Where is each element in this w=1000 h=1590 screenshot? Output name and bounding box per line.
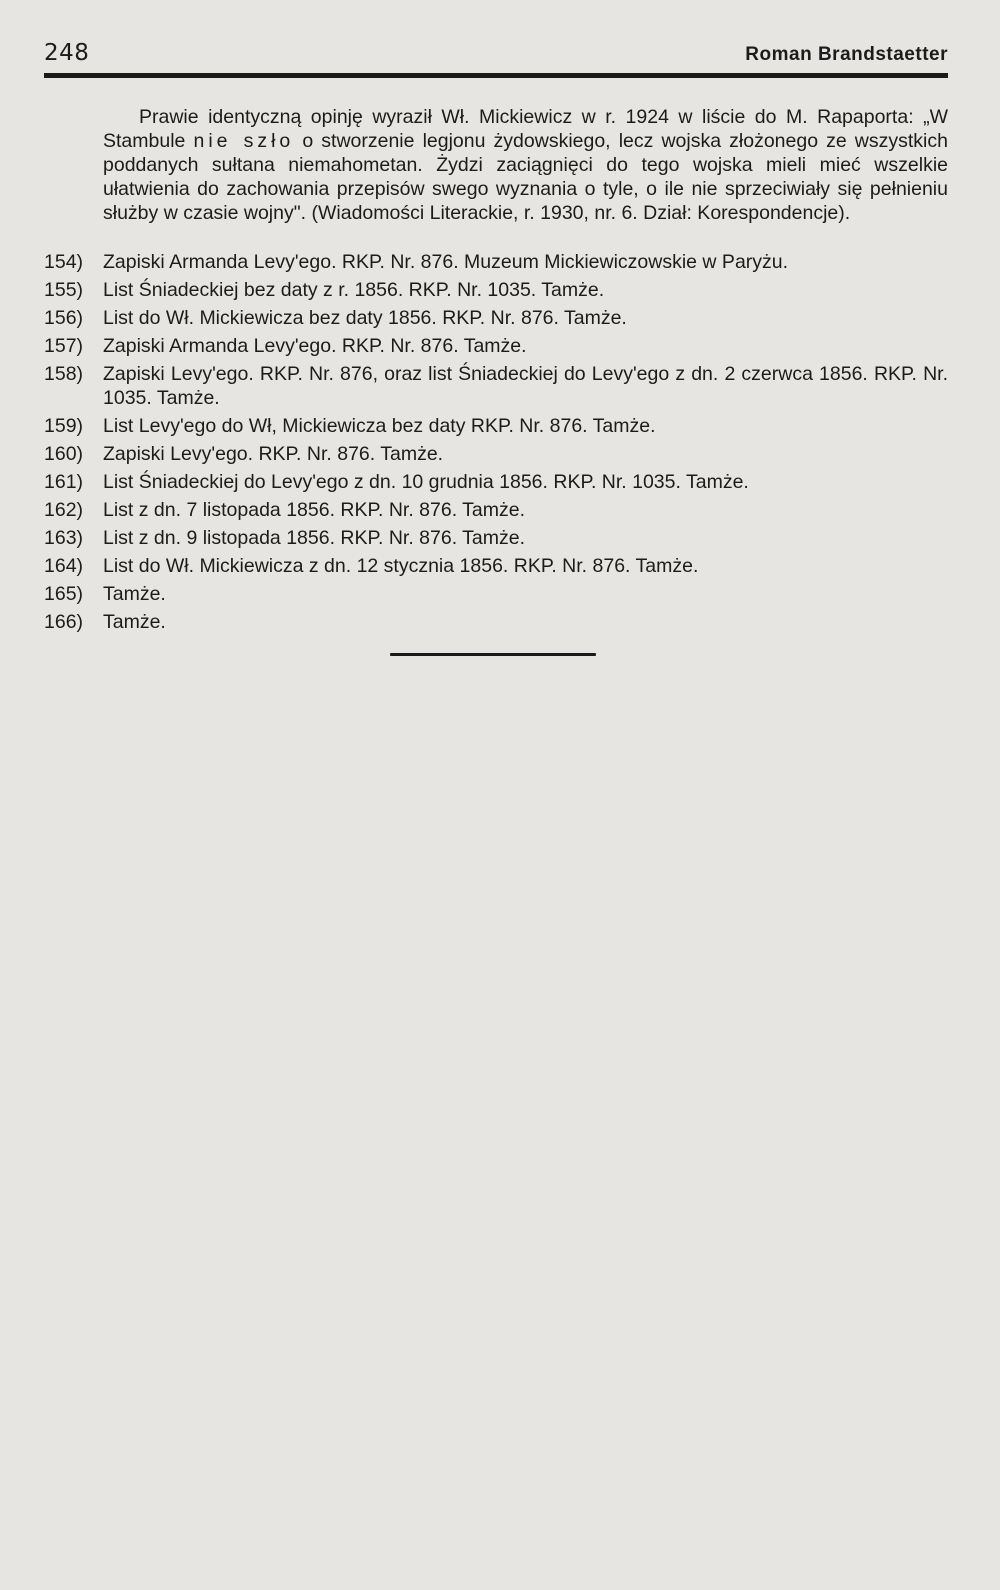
footnote-number: 155) bbox=[44, 279, 84, 301]
footnote-number: 163) bbox=[44, 527, 84, 549]
footnote-number: 164) bbox=[44, 555, 84, 577]
footnote-number: 157) bbox=[44, 335, 84, 357]
footnote-text: List Śniadeckiej do Levy'ego z dn. 10 grudnia 1856. RKP. Nr. 1035. Tamże. bbox=[103, 471, 749, 493]
page-header bbox=[44, 40, 948, 74]
footnote-text: List do Wł. Mickiewicza bez daty 1856. RKP. Nr. 876. Tamże. bbox=[103, 307, 627, 329]
spaced-emphasis: nie szło bbox=[193, 130, 295, 152]
footnote-continuation bbox=[103, 105, 948, 225]
footnote-162 bbox=[44, 498, 948, 522]
footnote-text: Zapiski Armanda Levy'ego. RKP. Nr. 876. Muzeum Mickiewiczowskie w Paryżu. bbox=[103, 251, 789, 273]
footnote-164 bbox=[44, 554, 948, 578]
footnote-number: 160) bbox=[44, 443, 84, 465]
section-end-rule bbox=[390, 653, 596, 656]
footnote-163 bbox=[44, 526, 948, 550]
footnote-155 bbox=[44, 278, 948, 302]
footnote-166 bbox=[44, 610, 948, 634]
footnote-157 bbox=[44, 334, 948, 358]
footnote-159 bbox=[44, 414, 948, 438]
footnote-text: List Śniadeckiej bez daty z r. 1856. RKP. Nr. 1035. Tamże. bbox=[103, 279, 605, 301]
footnote-text: Zapiski Levy'ego. RKP. Nr. 876. Tamże. bbox=[103, 443, 444, 465]
footnote-text: List Levy'ego do Wł, Mickiewicza bez daty RKP. Nr. 876. Tamże. bbox=[103, 415, 656, 437]
footnote-text: List do Wł. Mickiewicza z dn. 12 stycznia 1856. RKP. Nr. 876. Tamże. bbox=[103, 555, 699, 577]
footnote-number: 156) bbox=[44, 307, 84, 329]
footnote-158 bbox=[44, 362, 948, 410]
footnote-160 bbox=[44, 442, 948, 466]
footnote-text: List z dn. 9 listopada 1856. RKP. Nr. 876. Tamże. bbox=[103, 527, 526, 549]
footnote-number: 162) bbox=[44, 499, 84, 521]
footnote-number: 166) bbox=[44, 611, 84, 633]
footnote-text: Tamże. bbox=[103, 583, 166, 605]
footnote-text: List z dn. 7 listopada 1856. RKP. Nr. 876. Tamże. bbox=[103, 499, 526, 521]
header-rule bbox=[44, 73, 948, 78]
footnote-text: Zapiski Armanda Levy'ego. RKP. Nr. 876. Tamże. bbox=[103, 335, 527, 357]
running-head-author: Roman Brandstaetter bbox=[745, 44, 948, 65]
footnotes-list bbox=[44, 250, 948, 638]
footnote-number: 165) bbox=[44, 583, 84, 605]
footnote-text: Tamże. bbox=[103, 611, 166, 633]
footnote-154 bbox=[44, 250, 948, 274]
continuation-text-start: Prawie identyczną opinję wyraził Wł. Mickiewicz w r. 1924 w liście do M. Rapaporta: „W Stambule bbox=[103, 106, 948, 152]
page-number: 248 bbox=[44, 40, 90, 66]
footnote-number: 154) bbox=[44, 251, 84, 273]
footnote-text: Zapiski Levy'ego. RKP. Nr. 876, oraz list Śniadeckiej do Levy'ego z dn. 2 czerwca 1856. RKP. Nr. 1035. Tamże. bbox=[103, 363, 948, 409]
footnote-number: 161) bbox=[44, 471, 84, 493]
footnote-156 bbox=[44, 306, 948, 330]
continuation-text-end: o stworzenie legjonu żydowskiego, lecz wojska złożonego ze wszystkich poddanych sułtana niemahometan. Żydzi zaciągnięci do tego wojska mieli mieć wszelkie ułatwienia do zachowania przepisów swego wyznania o tyle, o ile nie sprzeciwiały się pełnieniu służby w czasie wojny". (Wiadomości Literackie, r. 1930, nr. 6. Dział: Korespondencje). bbox=[103, 130, 948, 224]
footnote-161 bbox=[44, 470, 948, 494]
footnote-165 bbox=[44, 582, 948, 606]
footnote-number: 158) bbox=[44, 363, 84, 385]
footnote-number: 159) bbox=[44, 415, 84, 437]
